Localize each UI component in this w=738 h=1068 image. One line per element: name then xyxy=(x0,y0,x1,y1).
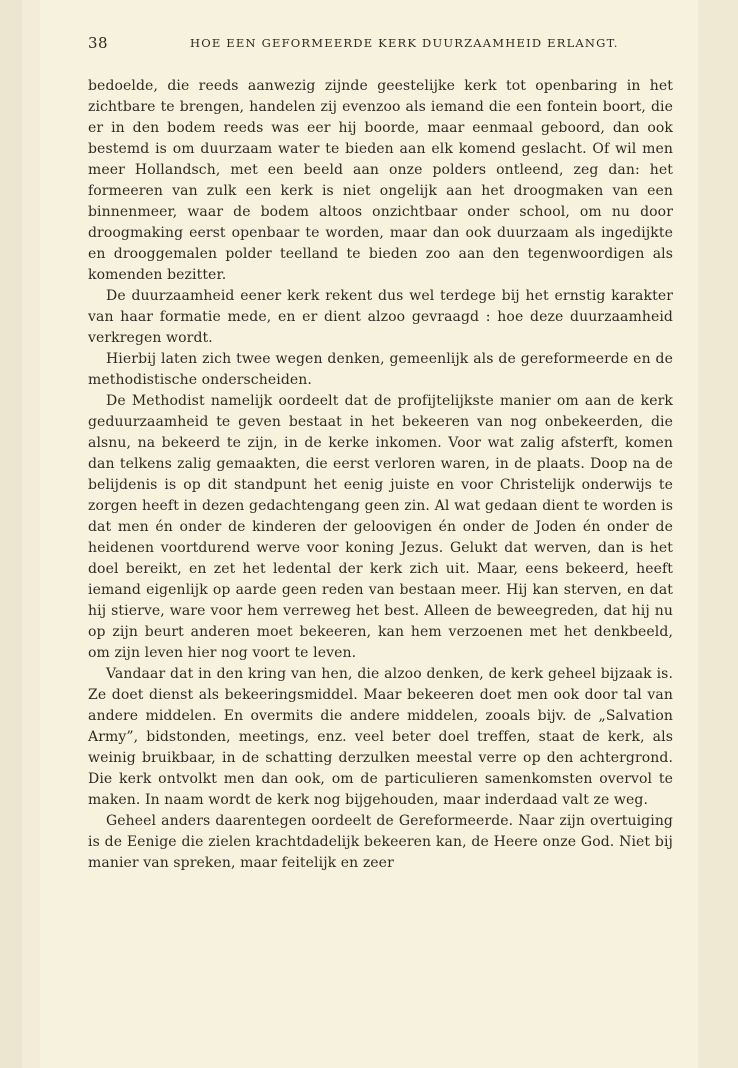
page-number: 38 xyxy=(88,34,109,52)
scan-margin-left xyxy=(0,0,22,1068)
body-text xyxy=(88,76,673,874)
running-title: HOE EEN GEFORMEERDE KERK DUURZAAMHEID ERLANGT. xyxy=(190,36,619,50)
paragraph-6: Geheel anders daarentegen oordeelt de Gereformeerde. Naar zijn overtuiging is de Eenige die zielen krachtdadelijk bekeeren kan, de Heere onze God. Niet bij manier van spreken, maar feitelijk en zeer xyxy=(88,813,673,871)
paragraph-3: Hierbij laten zich twee wegen denken, gemeenlijk als de gereformeerde en de methodistische onderscheiden. xyxy=(88,351,673,388)
paragraph-5: Vandaar dat in den kring van hen, die alzoo denken, de kerk geheel bijzaak is. Ze doet dienst als bekeeringsmiddel. Maar bekeeren doet men ook door tal van andere middelen. En overmits die andere middelen, zooals bijv. de „Salvation Army”, bidstonden, meetings, enz. veel beter doel treffen, staat de kerk, als weinig bruikbaar, in de schatting derzulken meestal verre op den achtergrond. Die kerk ontvolkt men dan ook, om de particulieren samenkomsten overvol te maken. In naam wordt de kerk nog bijgehouden, maar inderdaad valt ze weg. xyxy=(88,666,673,808)
scan-margin-right xyxy=(698,0,738,1068)
paragraph-1: bedoelde, die reeds aanwezig zijnde geestelijke kerk tot openbaring in het zichtbare te brengen, handelen zij evenzoo als iemand die een fontein boort, die er in den bodem reeds was eer hij boorde, maar eenmaal geboord, dan ook bestemd is om duurzaam water te bieden aan elk komend geslacht. Of wil men meer Hollandsch, met een beeld aan onze polders ontleend, zeg dan: het formeeren van zulk een kerk is niet ongelijk aan het droogmaken van een binnenmeer, waar de bodem altoos onzichtbaar onder school, om nu door droogmaking eerst openbaar te worden, maar dan ook duurzaam als ingedijkte en drooggemalen polder teelland te bieden zoo aan den tegenwoordigen als komenden bezitter. xyxy=(88,78,673,283)
paragraph-2: De duurzaamheid eener kerk rekent dus wel terdege bij het ernstig karakter van haar formatie mede, en er dient alzoo gevraagd : hoe deze duurzaamheid verkregen wordt. xyxy=(88,288,673,346)
book-page xyxy=(40,0,698,1068)
page-header xyxy=(88,34,688,56)
paragraph-4: De Methodist namelijk oordeelt dat de profijtelijkste manier om aan de kerk geduurzaamheid te geven bestaat in het bekeeren van nog onbekeerden, die alsnu, na bekeerd te zijn, in de kerke inkomen. Voor wat zalig afsterft, komen dan telkens zalig gemaakten, die eerst verloren waren, in de plaats. Doop na de belijdenis is op dit standpunt het eenig juiste en voor Christelijk onderwijs te zorgen heeft in dezen gedachtengang geen zin. Al wat gedaan dient te worden is dat men én onder de kinderen der geloovigen én onder de Joden én onder de heidenen voortdurend werve voor koning Jezus. Gelukt dat werven, dan is het doel bereikt, en zet het ledental der kerk zich uit. Maar, eens bekeerd, heeft iemand eigenlijk op aarde geen reden van bestaan meer. Hij kan sterven, en dat hij stierve, ware voor hem verreweg het best. Alleen de beweegreden, dat hij nu op zijn beurt anderen moet bekeeren, kan hem verzoenen met het denkbeeld, om zijn leven hier nog voort te leven. xyxy=(88,393,673,661)
